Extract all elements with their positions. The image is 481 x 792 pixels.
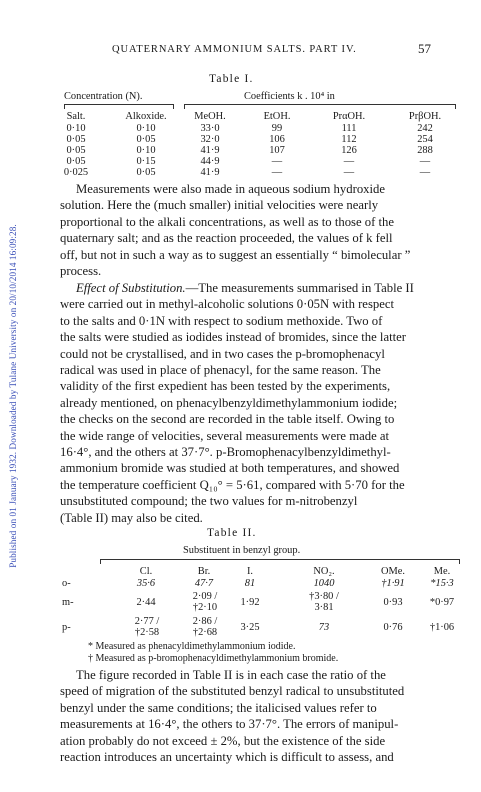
table1-cell: 0·025 [63,167,89,178]
watermark-text: Published on 01 January 1932. Downloaded by Tulane University on 20/10/2014 16:09:28. [8,224,18,568]
table2-cell: 35·6 [136,578,156,589]
page-number: 57 [418,41,431,56]
table1-col-etoh: EtOH. [263,111,291,122]
table1-col-alkoxide: Alkoxide. [125,111,167,122]
table2-cell: 0·76 [383,622,403,633]
table2-cell: 2·86 / †2·68 [192,616,218,638]
table2-cell: †1·06 [429,622,455,633]
table1-conc-brace [64,104,174,109]
table1-row [0,134,481,145]
table1-col-pra: PrαOH. [332,111,366,122]
table1-cell: 112 [341,134,357,145]
table1-cell: 99 [271,123,283,134]
text-line: off, but not in such a way as to suggest an essentially “ bimolecular ” [60,247,411,262]
table1-cell: 44·9 [200,156,220,167]
row-label: o- [62,578,71,589]
text-line: proportional to the alkali concentrations, as well as to those of the [60,214,395,229]
table2-cell: *0·97 [429,597,455,608]
text-line: radical was used in place of phenacyl, for the same reason. The [60,363,381,378]
text-line: measurements at 16·4°, the others to 37·7°. The errors of manipul- [60,717,399,732]
text-line: were carried out in methyl-alcoholic solutions 0·05N with respect [60,297,395,312]
text-line: quaternary salt; and as the reaction proceeded, the values of k fell [60,231,393,246]
table2-row [0,578,481,589]
table1-cell: 111 [341,123,357,134]
table2-col-i: I. [246,566,254,577]
text-line: process. [60,264,102,279]
text-line: solution. Here the (much smaller) initial velocities were nearly [60,198,379,213]
text-line: benzyl under the same conditions; the italicised values refer to [60,700,377,715]
table1-col-prb: PrβOH. [408,111,442,122]
text-line: to the salts and 0·1N with respect to sodium methoxide. Two of [60,313,383,328]
text-line: ammonium bromide was studied at both temperatures, and showed [60,461,400,476]
table2-cell: 47·7 [194,578,214,589]
text-line: the checks on the second are recorded in the table itself. Owing to [60,412,395,427]
text-line: the salts were studied as iodides instead of bromides, since the latter [60,330,406,345]
text-line: ation probably do not exceed ± 2%, but the existence of the side [60,733,386,748]
table2-cell: 2·77 / †2·58 [134,616,160,638]
table1-cell: 0·10 [66,123,86,134]
paragraph-measurements [60,181,456,279]
row-label: p- [62,622,71,633]
table1-cell: 107 [269,145,285,156]
text-line: unsubstituted compound; the two values for m-nitrobenzyl [60,494,358,509]
table2-row [0,616,481,638]
table1-cell: — [343,167,355,178]
table1-cell: 41·9 [200,145,220,156]
text-line: The figure recorded in Table II is in each case the ratio of the [76,668,386,682]
table1-row [0,145,481,156]
table1-cell: 0·10 [136,145,156,156]
table2-cell: 0·93 [383,597,403,608]
section-heading: Effect of Substitution. [76,281,186,295]
table1-cell: 32·0 [200,134,220,145]
table2-brace [100,559,460,564]
table2-subtitle: Substituent in benzyl group. [183,545,301,556]
table2-col-me: Me. [433,566,451,577]
table1-header-row [0,111,481,122]
table1-conc-header: Concentration (N). [64,91,143,102]
table1-cell: — [271,156,283,167]
text-line: could not be crystallised, and in two cases the p-bromophenacyl [60,346,385,361]
table1-cell: 41·9 [200,167,220,178]
table2-cell: 1040 [313,578,335,589]
table2-cell: *15·3 [430,578,454,589]
table1-cell: — [271,167,283,178]
table2-col-cl: Cl. [139,566,153,577]
text-line: the wide range of velocities, several measurements were made at [60,428,390,443]
table1-row [0,123,481,134]
running-header: QUATERNARY AMMONIUM SALTS. PART IV. [112,44,357,55]
table2-cell: 81 [244,578,256,589]
table1-cell: 254 [417,134,433,145]
table1-cell: 33·0 [200,123,220,134]
table2-col-br: Br. [197,566,211,577]
table1-coef-brace [184,104,456,109]
table2-cell: 2·44 [136,597,156,608]
table2-footnote-1: * Measured as phenacyldimethylammonium iodide. [88,641,296,652]
table2-cell: 2·09 / †2·10 [192,591,218,613]
table1-col-meoh: MeOH. [194,111,226,122]
table2-col-ome: OMe. [381,566,405,577]
table1-row [0,167,481,178]
table2-row [0,591,481,613]
table2-cell: 1·92 [240,597,260,608]
table1-cell: 106 [269,134,285,145]
paragraph-effect-of-substitution [60,280,456,526]
text-line: already mentioned, on phenacylbenzyldimethylammonium iodide; [60,395,398,410]
table1-col-salt: Salt. [66,111,86,122]
table1-cell: 242 [417,123,433,134]
table2-footnote-2: † Measured as p-bromophenacyldimethylammonium bromide. [88,653,339,664]
table2-cell: †3·80 / 3·81 [309,591,339,613]
table1-cell: — [419,167,431,178]
table2-cell: †1·91 [381,578,405,589]
table2-caption: Table II. [207,527,257,539]
table2-header-row [0,566,481,577]
table1-cell: — [343,156,355,167]
table1-cell: 126 [341,145,357,156]
paragraph-figure-recorded [60,667,456,765]
table1-cell: 0·05 [136,167,156,178]
table2-cell: 73 [318,622,330,633]
text-line: 16·4°, and the others at 37·7°. p-Bromophenacylbenzyldimethyl- [60,445,391,460]
text-line: —The measurements summarised in Table II [185,281,414,295]
table1-cell: 0·05 [136,134,156,145]
text-line: speed of migration of the substituted benzyl radical to unsubstituted [60,684,405,699]
table2-col-no2: NO₂. [313,566,335,577]
table1-row [0,156,481,167]
table2-cell: 3·25 [240,622,260,633]
table1-caption: Table I. [209,73,254,85]
row-label: m- [62,597,74,608]
table1-cell: 288 [417,145,433,156]
table1-cell: 0·05 [66,134,86,145]
text-line: validity of the first expedient has been tested by the experiments, [60,379,391,394]
table1-cell: 0·05 [66,156,86,167]
table1-coef-header: Coefficients k . 10⁴ in [244,91,335,102]
text-line: (Table II) may also be cited. [60,510,203,525]
table1-cell: 0·15 [136,156,156,167]
text-line: reaction introduces an uncertainty which is difficult to assess, and [60,750,394,765]
table1-cell: 0·05 [66,145,86,156]
table1-cell: 0·10 [136,123,156,134]
table1-cell: — [419,156,431,167]
text-line: the temperature coefficient Q₁₀° = 5·61, compared with 5·70 for the [60,477,405,492]
text-line: Measurements were also made in aqueous sodium hydroxide [76,182,386,196]
